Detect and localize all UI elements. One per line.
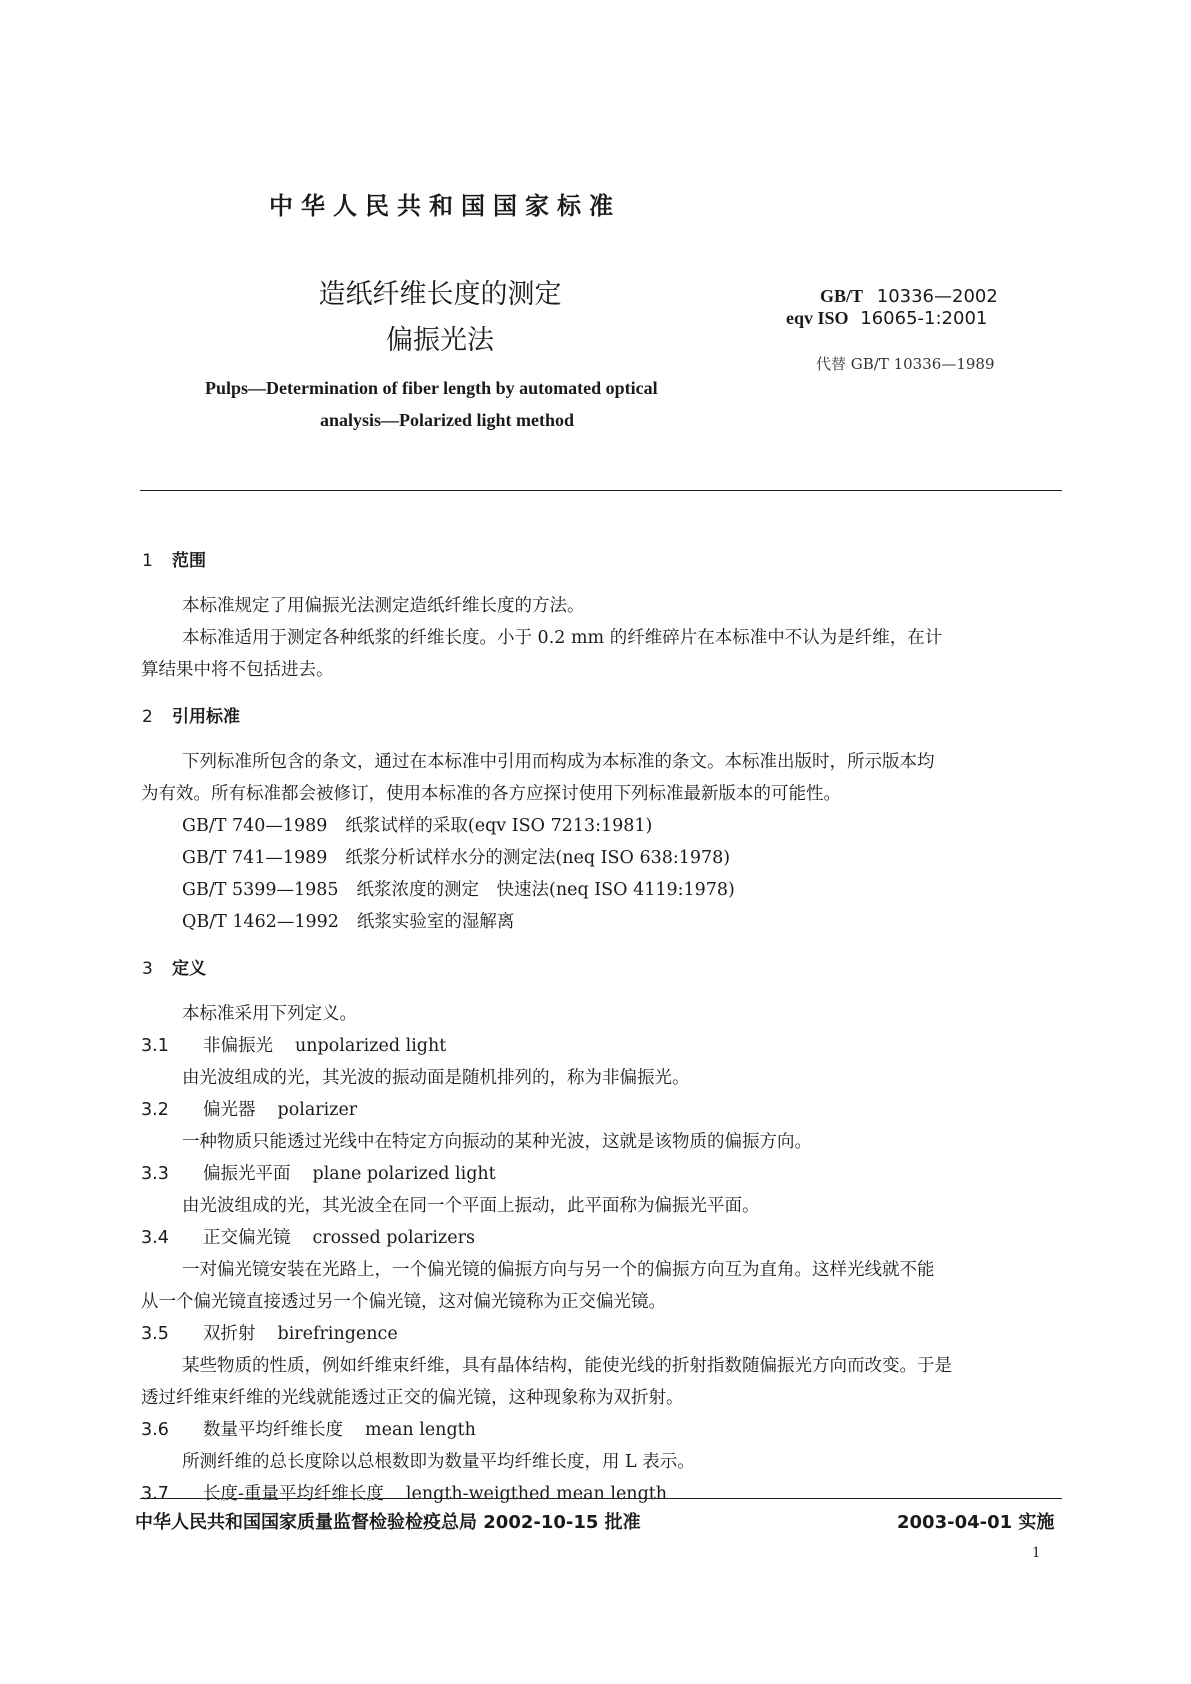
definition-term-cn: 数量平均纤维长度 [203,1420,343,1440]
reference-item [182,844,730,869]
definition-text: 由光波组成的光，其光波全在同一个平面上振动，此平面称为偏振光平面。 [182,1196,760,1216]
reference-title: 纸浆实验室的湿解离 [356,912,515,932]
definition-term-en: crossed polarizers [312,1228,475,1248]
section-title: 引用标准 [172,707,240,727]
definition-text: 所测纤维的总长度除以总根数即为数量平均纤维长度，用 L 表示。 [182,1452,695,1472]
definition-text: 从一个偏光镜直接透过另一个偏光镜，这对偏光镜称为正交偏光镜。 [141,1292,666,1312]
section-heading [142,546,206,571]
definition-number: 3.5 [141,1324,169,1344]
definition-term-cn: 非偏振光 [203,1036,273,1056]
title-en-line2: analysis—Polarized light method [320,410,575,430]
section-heading [142,954,206,979]
reference-title: 纸浆分析试样水分的测定法(neq ISO 638:1978) [345,848,731,868]
paragraph: 算结果中将不包括进去。 [141,660,334,680]
reference-item [182,876,735,901]
national-standard-heading: 中华人民共和国国家标准 [269,192,621,220]
definition-text: 一对偏光镜安装在光路上，一个偏光镜的偏振方向与另一个的偏振方向互为直角。这样光线就不能 [182,1260,935,1280]
reference-title: 纸浆试样的采取(eqv ISO 7213:1981) [345,816,653,836]
definition-term-cn: 长度-重量平均纤维长度 [203,1484,384,1504]
reference-title: 纸浆浓度的测定 快速法(neq ISO 4119:1978) [356,880,735,900]
definition-heading [141,1480,667,1505]
eqv-prefix: eqv ISO [786,308,849,328]
header-divider [140,490,1062,491]
definition-heading [141,1160,496,1185]
definition-term-cn: 偏光器 [203,1100,256,1120]
section-heading [142,702,240,727]
paragraph: 下列标准所包含的条文，通过在本标准中引用而构成为本标准的条文。本标准出版时，所示版本均 [182,752,935,772]
reference-code: GB/T 740—1989 [182,816,328,836]
definition-number: 3.7 [141,1484,169,1504]
reference-code: GB/T 741—1989 [182,848,328,868]
eqv-number-value: 16065-1:2001 [860,308,988,329]
reference-code: GB/T 5399—1985 [182,880,339,900]
paragraph: 本标准规定了用偏振光法测定造纸纤维长度的方法。 [182,596,585,616]
definition-number: 3.2 [141,1100,169,1120]
paragraph: 本标准适用于测定各种纸浆的纤维长度。小于 0.2 mm 的纤维碎片在本标准中不认为是纤维，在计 [182,628,943,648]
title-cn-line1: 造纸纤维长度的测定 [318,279,562,310]
section-title: 定义 [172,959,206,979]
replaces-standard: 代替 GB/T 10336—1989 [816,355,995,373]
standard-number [820,286,998,307]
definition-text: 一种物质只能透过光线中在特定方向振动的某种光波，这就是该物质的偏振方向。 [182,1132,812,1152]
section-number: 1 [142,551,153,571]
definition-text: 由光波组成的光，其光波的振动面是随机排列的，称为非偏振光。 [182,1068,690,1088]
equivalent-standard [786,308,987,329]
definition-heading [141,1320,398,1345]
definition-term-cn: 双折射 [203,1324,256,1344]
approval-statement: 中华人民共和国国家质量监督检验检疫总局 2002-10-15 批准 [135,1512,641,1533]
definition-term-en: polarizer [277,1100,358,1120]
reference-code: QB/T 1462—1992 [182,912,339,932]
paragraph: 本标准采用下列定义。 [182,1004,357,1024]
definition-term-en: length-weigthed mean length [405,1484,668,1504]
definition-heading [141,1416,476,1441]
definition-heading [141,1096,357,1121]
definition-number: 3.1 [141,1036,169,1056]
definition-term-en: mean length [365,1420,476,1440]
title-en-line1: Pulps—Determination of fiber length by automated optical [205,378,658,398]
standard-prefix: GB/T [820,286,864,306]
definition-term-en: birefringence [277,1324,398,1344]
definition-number: 3.4 [141,1228,169,1248]
definition-term-en: unpolarized light [295,1036,447,1056]
section-number: 2 [142,707,153,727]
definition-heading [141,1224,475,1249]
footer-divider [140,1498,1062,1499]
reference-item [182,812,652,837]
title-cn-line2: 偏振光法 [386,325,494,356]
section-title: 范围 [172,551,206,571]
section-number: 3 [142,959,153,979]
definition-text: 某些物质的性质，例如纤维束纤维，具有晶体结构，能使光线的折射指数随偏振光方向而改变。于是 [182,1356,952,1376]
paragraph: 为有效。所有标准都会被修订，使用本标准的各方应探讨使用下列标准最新版本的可能性。 [141,784,841,804]
definition-term-en: plane polarized light [312,1164,496,1184]
definition-term-cn: 偏振光平面 [203,1164,291,1184]
definition-heading [141,1032,446,1057]
definition-number: 3.6 [141,1420,169,1440]
definition-text: 透过纤维束纤维的光线就能透过正交的偏光镜，这种现象称为双折射。 [141,1388,684,1408]
definition-number: 3.3 [141,1164,169,1184]
reference-item [182,908,514,933]
page-number: 1 [1032,1544,1040,1561]
definition-term-cn: 正交偏光镜 [203,1228,291,1248]
standard-number-value: 10336—2002 [876,286,998,307]
effective-date: 2003-04-01 实施 [897,1512,1055,1533]
